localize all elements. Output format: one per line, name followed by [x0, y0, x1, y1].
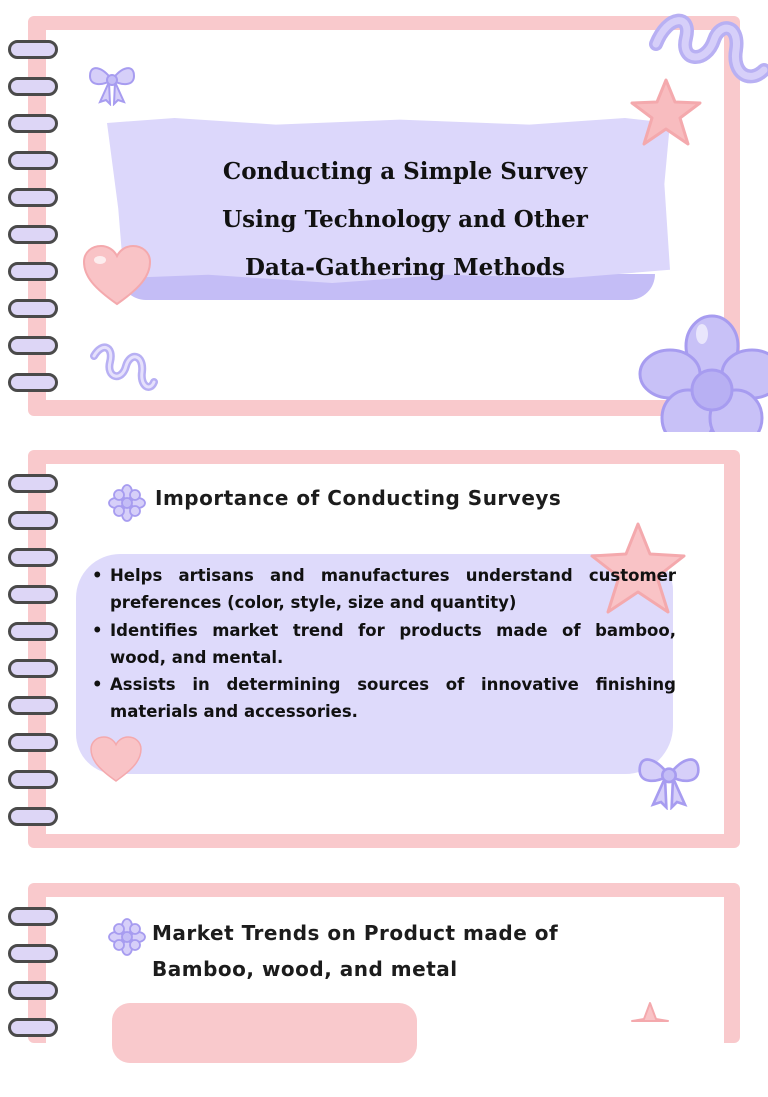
- flower-bullet-icon: [108, 484, 146, 522]
- binding-ring: [8, 336, 58, 355]
- list-item: • Helps artisans and manufactures understand customer preferences (color, style, size and quantity): [92, 562, 676, 617]
- binding-ring: [8, 696, 58, 715]
- heart-icon: [88, 734, 144, 784]
- binding-ring: [8, 807, 58, 826]
- market-trends-slide: [0, 883, 768, 1043]
- heading-line: Market Trends on Product made of: [152, 921, 559, 945]
- binding-ring: [8, 114, 58, 133]
- binding-ring: [8, 474, 58, 493]
- binding-ring: [8, 622, 58, 641]
- spiral-binding: [8, 40, 64, 410]
- star-icon: [630, 1001, 670, 1031]
- binding-ring: [8, 733, 58, 752]
- binding-ring: [8, 907, 58, 926]
- flower-icon: [636, 312, 768, 432]
- title-line: Data-Gathering Methods: [245, 254, 565, 281]
- binding-ring: [8, 188, 58, 207]
- bullet-list: [92, 562, 676, 726]
- slide-title: [150, 148, 660, 292]
- importance-slide: [0, 450, 768, 848]
- title-line: Using Technology and Other: [222, 206, 588, 233]
- heading-line: Bamboo, wood, and metal: [152, 957, 458, 981]
- binding-ring: [8, 299, 58, 318]
- binding-ring: [8, 151, 58, 170]
- binding-ring: [8, 659, 58, 678]
- title-slide: [0, 16, 768, 416]
- squiggle-icon: [88, 338, 158, 398]
- binding-ring: [8, 585, 58, 604]
- binding-ring: [8, 511, 58, 530]
- heart-icon: [80, 242, 154, 308]
- binding-ring: [8, 40, 58, 59]
- spiral-binding: [8, 474, 64, 844]
- binding-ring: [8, 548, 58, 567]
- binding-ring: [8, 373, 58, 392]
- list-item: • Identifies market trend for products made of bamboo, wood, and mental.: [92, 617, 676, 672]
- binding-ring: [8, 770, 58, 789]
- title-line: Conducting a Simple Survey: [222, 158, 588, 185]
- binding-ring: [8, 981, 58, 1000]
- binding-ring: [8, 262, 58, 281]
- section-heading: Importance of Conducting Surveys: [155, 486, 562, 510]
- bow-icon: [634, 746, 704, 810]
- flower-bullet-icon: [108, 918, 146, 956]
- list-item: • Assists in determining sources of innovative finishing materials and accessories.: [92, 671, 676, 726]
- binding-ring: [8, 944, 58, 963]
- binding-ring: [8, 1018, 58, 1037]
- bullet-background: [112, 1003, 417, 1063]
- binding-ring: [8, 77, 58, 96]
- bow-icon: [86, 58, 138, 106]
- spiral-binding: [8, 907, 64, 1055]
- binding-ring: [8, 225, 58, 244]
- squiggle-icon: [648, 4, 768, 104]
- section-heading: [152, 915, 652, 987]
